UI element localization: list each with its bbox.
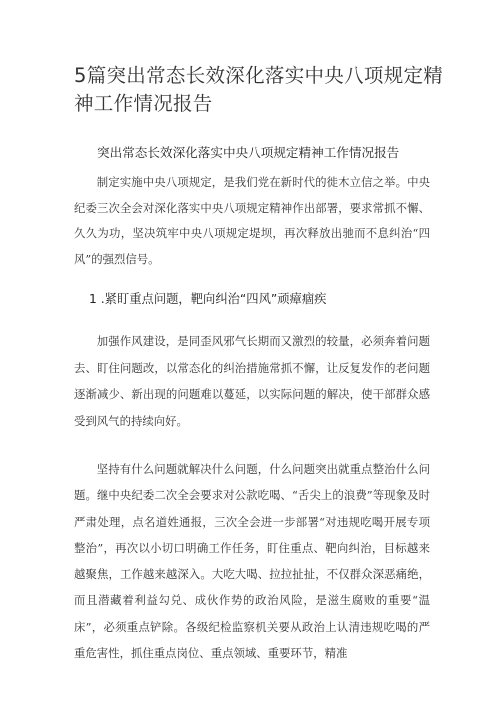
subheading-1: 1 .紧盯重点问题，靶向纠治“四风”顽瘴痼疾 bbox=[89, 292, 327, 306]
body-paragraph: 坚持有什么问题就解决什么问题，什么问题突出就重点整治什么问题。继中央纪委二次全会要求对公款吃喝、“舌尖上的浪费”等现象及时严肃处理，点名道姓通报，三次全会进一步部署“对违规吃喝开展专项整治”，再次以小切口明确工作任务，盯住重点、靶向纠治，目标越来越聚焦，工作越来越深入。大吃大喝、拉拉扯扯，不仅群众深恶痛绝，而且潜藏着利益勾兑、成伙作势的政治风险，是滋生腐败的重要“温床”，必须重点铲除。各级纪检监察机关要从政治上认清违规吃喝的严重危害性，抓住重点岗位、重点领域、重要环节，精准 bbox=[74, 462, 430, 661]
body-paragraph: 加强作风建设，是同歪风邪气长期而又激烈的较量，必须奔着问题去、盯住问题改，以常态化的纠治措施常抓不懈，让反复发作的老问题逐渐减少、新出现的问题难以蔓延，以实际问题的解决，使干部群众感受到风气的持续向好。 bbox=[74, 334, 430, 428]
section-title: 突出常态长效深化落实中央八项规定精神工作情况报告 bbox=[97, 145, 400, 160]
intro-paragraph: 制定实施中央八项规定，是我们党在新时代的徙木立信之举。中央纪委三次全会对深化落实中央八项规定精神作出部署，要求常抓不懈、久久为功，坚决筑牢中央八项规定堤坝，再次释放出驰而不息纠治“四风”的强烈信号。 bbox=[74, 175, 430, 266]
document-title: 5篇突出常态长效深化落实中央八项规定精神工作情况报告 bbox=[74, 64, 444, 115]
